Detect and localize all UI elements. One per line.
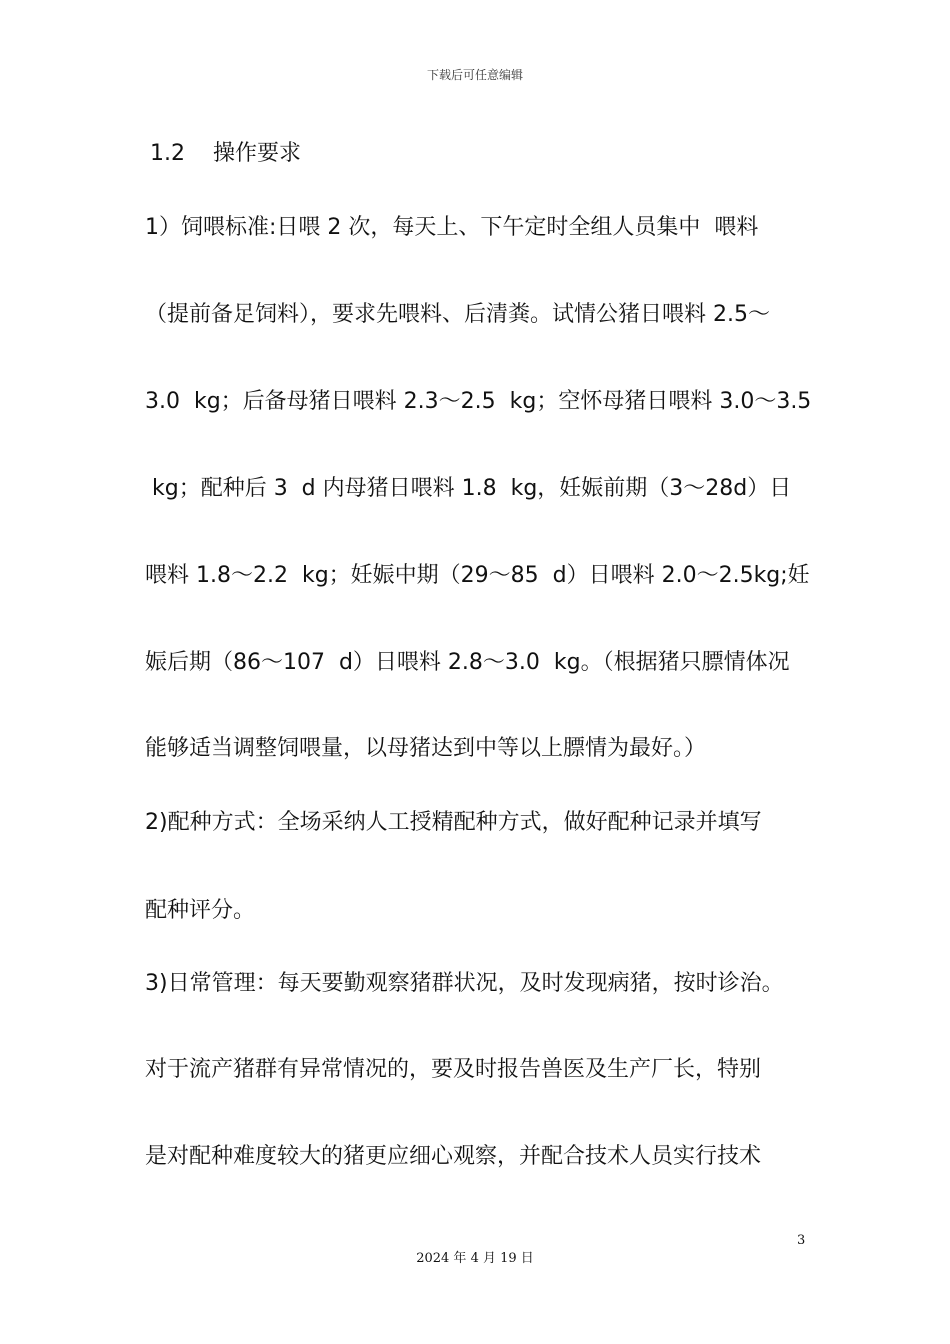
body-line: 是对配种难度较大的猪更应细心观察，并配合技术人员实行技术 [145, 1144, 762, 1169]
body-line: 3)日常管理：每天要勤观察猪群状况，及时发现病猪，按时诊治。 [145, 971, 784, 996]
section-heading: 1.2 操作要求 [150, 141, 301, 166]
footer-date: 2024 年 4 月 19 日 [416, 1251, 534, 1266]
body-line: 1）饲喂标准:日喂 2 次，每天上、下午定时全组人员集中 喂料 [145, 215, 759, 240]
body-line: kg；配种后 3 d 内母猪日喂料 1.8 kg，妊娠前期（3～28d）日 [145, 476, 792, 501]
body-line: 娠后期（86～107 d）日喂料 2.8～3.0 kg。（根据猪只膘情体况 [145, 650, 790, 675]
body-line: 配种评分。 [145, 898, 256, 923]
body-line: 对于流产猪群有异常情况的，要及时报告兽医及生产厂长，特别 [145, 1057, 762, 1082]
body-line: 能够适当调整饲喂量，以母猪达到中等以上膘情为最好。） [145, 736, 707, 761]
page-number: 3 [797, 1233, 806, 1248]
body-line: 喂料 1.8～2.2 kg；妊娠中期（29～85 d）日喂料 2.0～2.5kg;妊 [145, 563, 810, 588]
header-note: 下载后可任意编辑 [426, 68, 523, 82]
body-line: （提前备足饲料），要求先喂料、后清粪。试情公猪日喂料 2.5～ [145, 302, 770, 327]
body-line: 2)配种方式：全场采纳人工授精配种方式，做好配种记录并填写 [145, 810, 762, 835]
body-line: 3.0 kg；后备母猪日喂料 2.3～2.5 kg；空怀母猪日喂料 3.0～3.5 [145, 389, 812, 414]
